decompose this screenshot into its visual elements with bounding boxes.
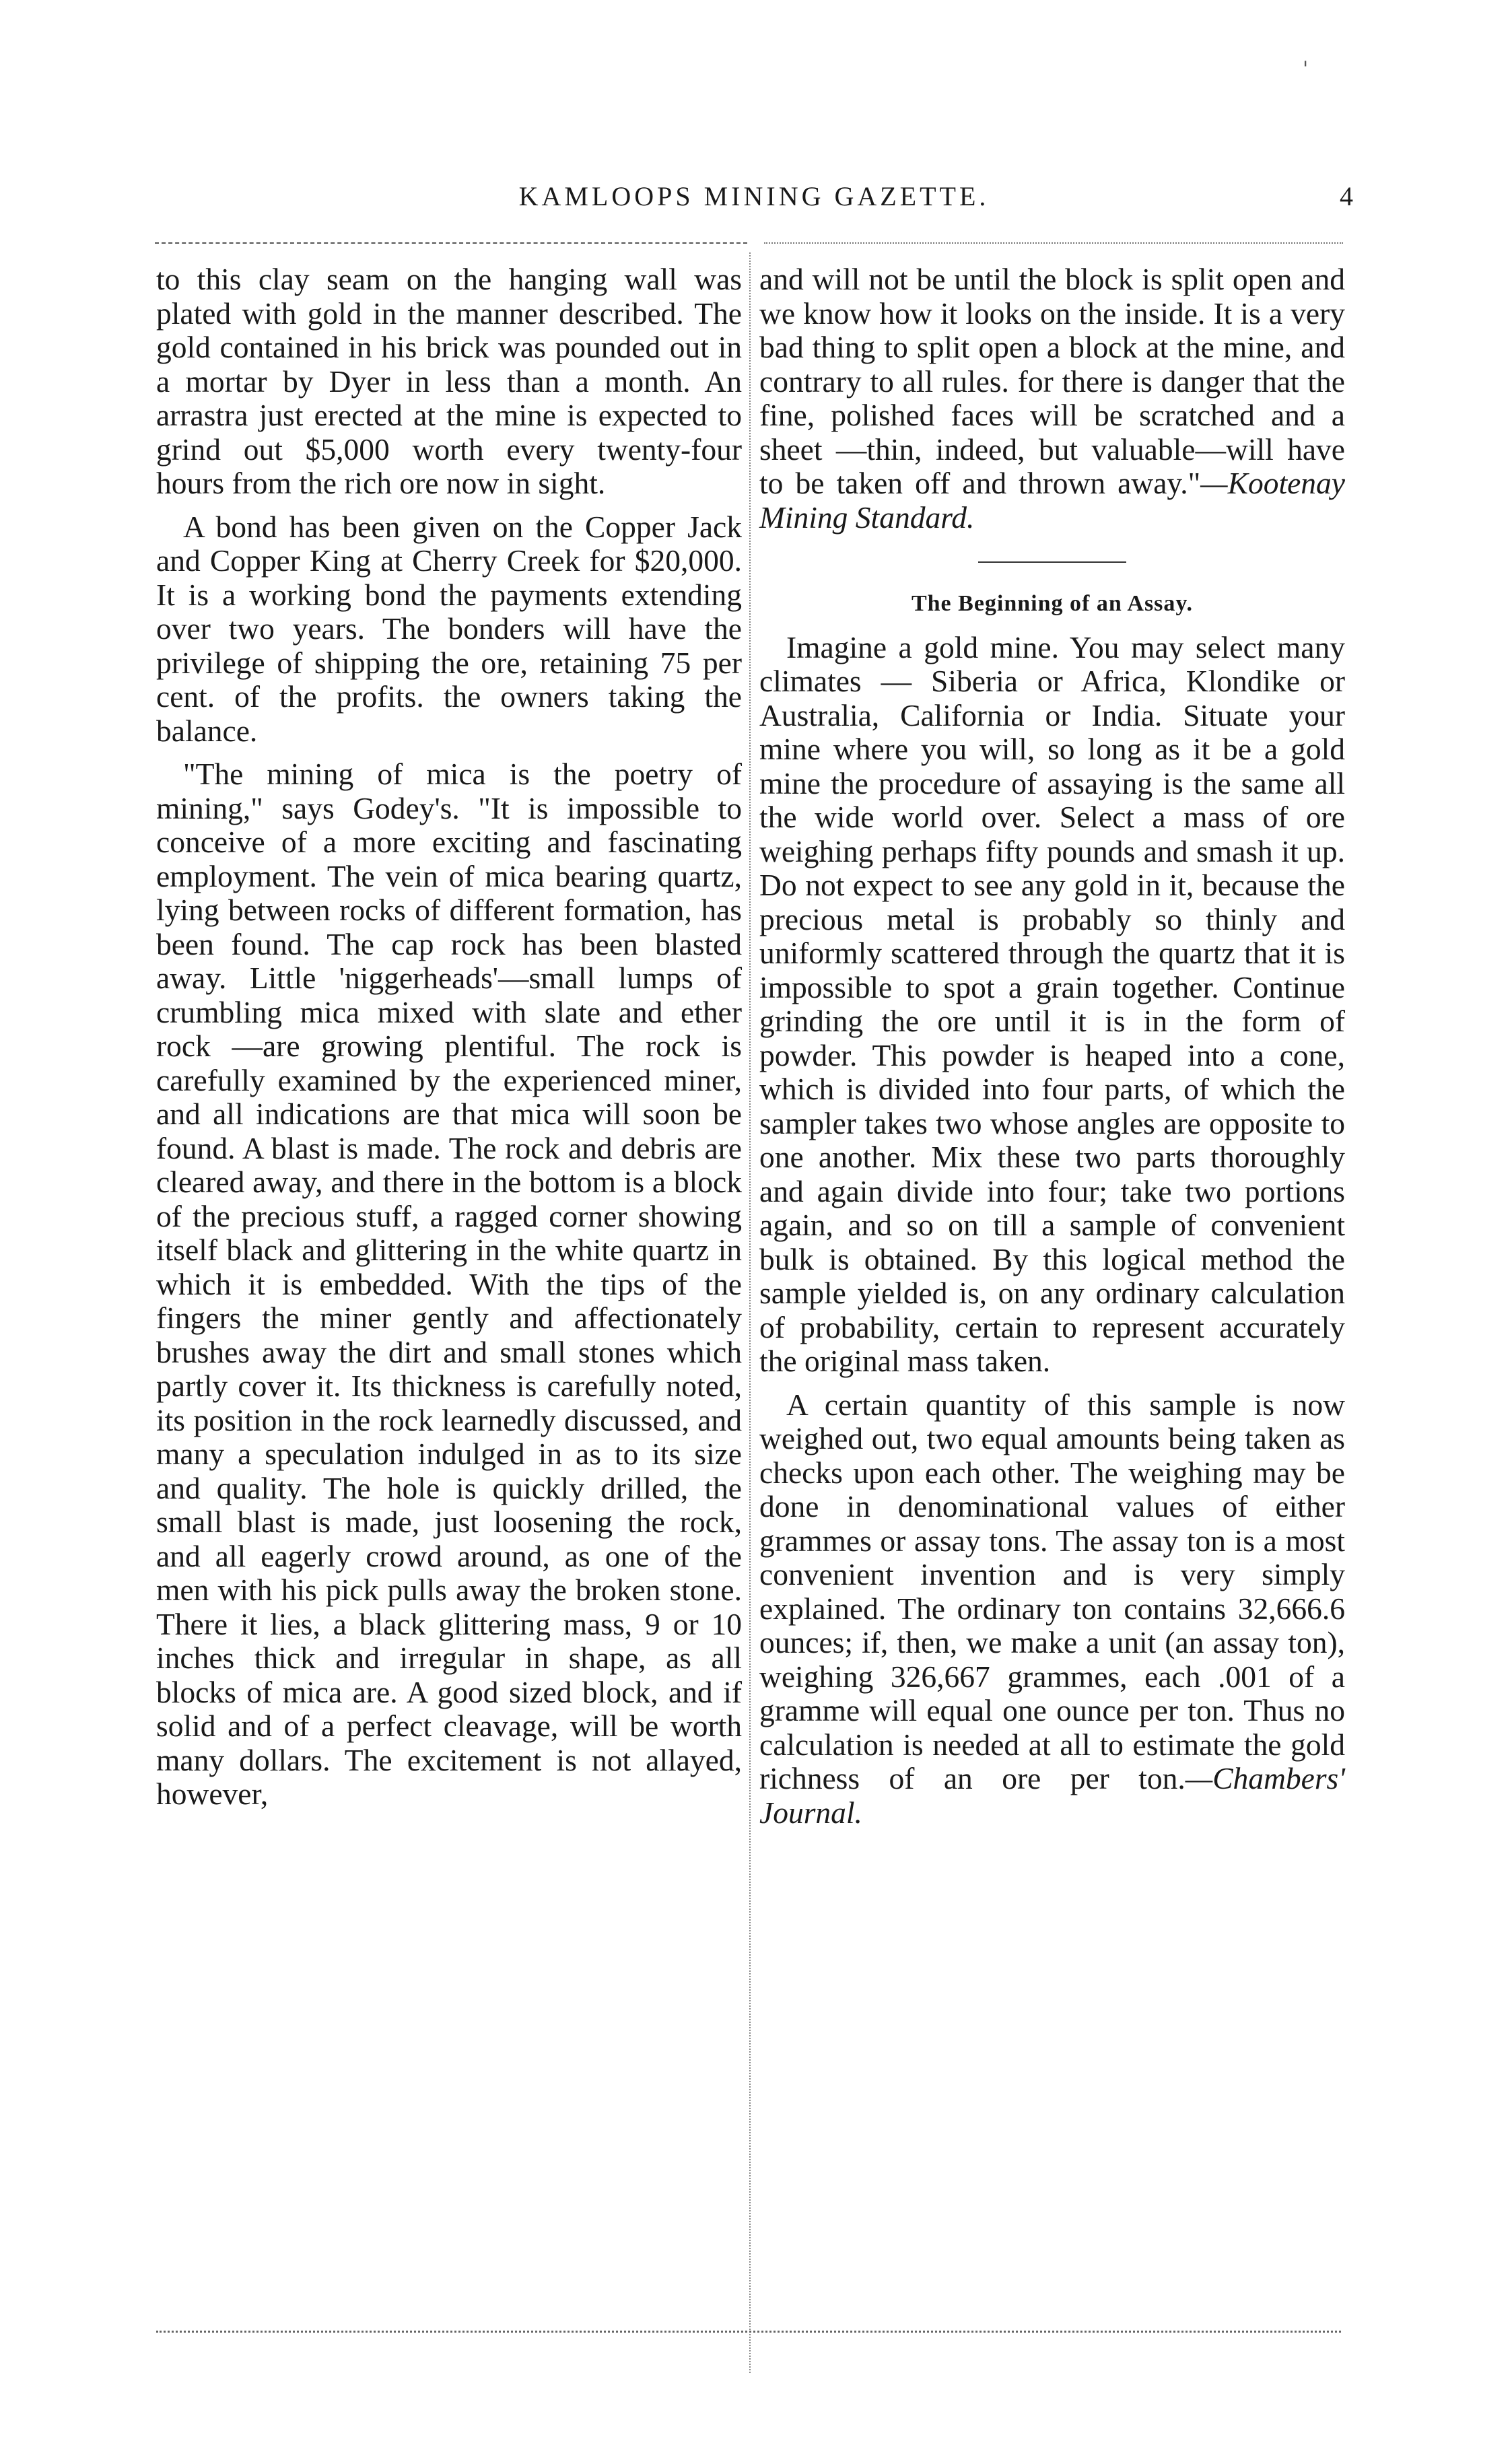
source-credit: —Chambers' Journal. [759, 1761, 1345, 1830]
article-paragraph: to this clay seam on the hanging wall was plated with gold in the manner described. The gold contained in his brick was pounded out in a mortar by Dyer in less than a month. An arrastra just erected at the mine is expected to grind out $5,000 worth every twenty-four hours from the rich ore now in sight. [156, 262, 742, 500]
right-column [759, 263, 1345, 1830]
column-divider [749, 252, 751, 2373]
paragraph-text: and will not be until the block is split open and we know how it looks on the inside. It is a very bad thing to split open a block at the mine, and contrary to all rules. for there is danger that the fine, polished faces will be scratched and a sheet —thin, indeed, but valuable—will have to be taken off and thrown away." [759, 262, 1345, 500]
page-number: 4 [1340, 181, 1353, 211]
article-paragraph: Imagine a gold mine. You may select many climates — Siberia or Africa, Klondike or Australia, California or India. Situate your mine where you will, so long as it be a gold mine the procedure of assaying is the same all the wide world over. Select a mass of ore weighing perhaps fifty pounds and smash it up. Do not expect to see any gold in it, because the precious metal is probably so thinly and uniformly scattered through the quartz that it is impossible to spot a grain together. Continue grinding the ore until it is in the form of powder. This powder is heaped into a cone, which is divided into four parts, of which the sampler takes two whose angles are opposite to one another. Mix these two parts thoroughly and again divide into four; take two portions again, and so on till a sample of convenient bulk is obtained. By this logical method the sample yielded is, on any ordinary calculation of probability, certain to represent accurately the original mass taken. [759, 629, 1345, 1378]
paragraph-text: A certain quantity of this sample is now weighed out, two equal amounts being taken as checks upon each other. The weighing may be done in denominational values of either grammes or assay tons. The assay ton is a most convenient invention and is very simply explained. The ordinary ton contains 32,666.6 ounces; if, then, we make a unit (an assay ton), weighing 326,667 grammes, each .001 of a gramme will equal one ounce per ton. Thus no calculation is needed at all to estimate the gold richness of an ore per ton. [759, 1387, 1345, 1795]
article-heading: The Beginning of an Assay. [911, 591, 1194, 616]
article-paragraph: "The mining of mica is the poetry of mining," says Godey's. "It is impossible to conceive of a more exciting and fascinating employment. The vein of mica bearing quartz, lying between rocks of different formation, has been found. The cap rock has been blasted away. Little 'niggerheads'—small lumps of crumbling mica mixed with slate and ether rock —are growing plentiful. The rock is carefully examined by the experienced miner, and all indications are that mica will soon be found. A blast is made. The rock and debris are cleared away, and there in the bottom is a block of the precious stuff, a ragged corner showing itself black and glittering in the white quartz in which it is embedded. With the tips of the fingers the miner gently and affectionately brushes away the dirt and small stones which partly cover it. Its thickness is carefully noted, its position in the rock learnedly discussed, and many a speculation indulged in as to its size and quality. The hole is quickly drilled, the small blast is made, just loosening the rock, and all eagerly crowd around, as one of the men with his pick pulls away the broken stone. There it lies, a black glittering mass, 9 or 10 inches thick and irregular in shape, as all blocks of mica are. A good sized block, and if solid and of a perfect cleavage, will be worth many dollars. The excitement is not allayed, however, [156, 757, 742, 1811]
article-paragraph: A bond has been given on the Copper Jack and Copper King at Cherry Creek for $20,000. It is a working bond the payments extending over two years. The bonders will have the privilege of shipping the ore, retaining 75 per cent. of the profits. the owners taking the balance. [156, 509, 742, 748]
section-rule [978, 561, 1126, 563]
article-paragraph [759, 1388, 1345, 1830]
scan-mark: ' [1303, 57, 1309, 81]
header-rule-left [155, 242, 747, 244]
bottom-rule [156, 2331, 1341, 2333]
newspaper-title: KAMLOOPS MINING GAZETTE. [518, 181, 990, 211]
left-column [156, 263, 742, 1812]
source-credit: —Kootenay Mining Standard. [759, 466, 1345, 535]
header-rule-right [764, 242, 1343, 244]
masthead [155, 180, 1353, 221]
article-paragraph [759, 263, 1345, 535]
